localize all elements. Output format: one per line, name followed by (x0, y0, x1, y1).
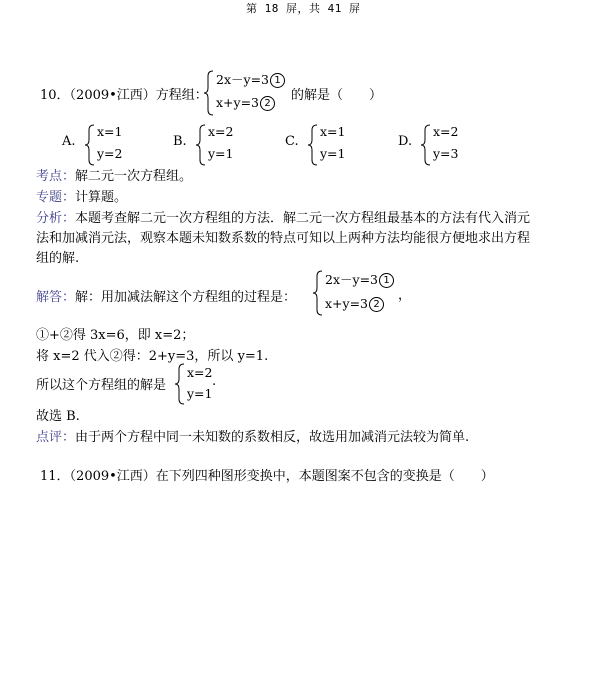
kaodian-label: 考点： (36, 169, 76, 184)
option-line2: y=2 (97, 146, 123, 161)
option-line1: x=1 (97, 124, 123, 139)
jieda-comma: ， (398, 288, 412, 303)
zhuanti-line: 专题：计算题。 (36, 190, 128, 205)
option-line1: x=2 (433, 124, 459, 139)
circled-number: 2 (369, 297, 384, 312)
left-brace-icon (204, 70, 214, 116)
option-line2: y=1 (208, 146, 234, 161)
jieda-label: 解答： (36, 290, 76, 305)
solution-step3-prefix: 所以这个方程组的解是 (36, 378, 167, 393)
left-brace-icon (196, 124, 206, 166)
dianping-line: 点评：由于两个方程中同一未知数的系数相反，故选用加减消元法较为简单. (36, 430, 470, 445)
left-brace-icon (175, 363, 185, 405)
jieda-sys-eq2: x+y=3 2 (325, 296, 384, 312)
left-brace-icon (308, 124, 318, 166)
page-indicator: 第 18 屏，共 41 屏 (246, 2, 361, 15)
solution-step1: ①+②得 3x=6，即 x=2； (36, 328, 195, 343)
q10-sys-eq2: x+y=3 2 (216, 95, 275, 111)
option-letter: D. (398, 134, 413, 149)
jieda-sys-eq1: 2x－y=3 1 (325, 270, 394, 288)
fenxi-label: 分析： (36, 211, 76, 226)
option-line1: x=2 (208, 124, 234, 139)
choose-answer: 故选 B. (36, 409, 80, 424)
option-line2: y=1 (320, 146, 346, 161)
option-letter: A. (62, 134, 76, 149)
circled-number: 2 (260, 96, 275, 111)
fenxi-line2: 法和加减消元法，观察本题未知数系数的特点可知以上两种方法均能很方便地求出方程 (36, 231, 531, 246)
q11-stem: 11．（2009•江西）在下列四种图形变换中，本题图案不包含的变换是（ ） (40, 469, 494, 484)
jieda-line: 解答：解：用加减法解这个方程组的过程是： (36, 290, 297, 305)
circled-number: 1 (270, 73, 285, 88)
fenxi-line3: 组的解. (36, 251, 80, 266)
result-eq2: y=1 (187, 386, 213, 401)
q10-stem-prefix: 10．（2009•江西）方程组： (40, 88, 208, 103)
option-line2: y=3 (433, 146, 459, 161)
fenxi-line1: 分析：本题考查解二元一次方程组的方法．解二元一次方程组最基本的方法有代入消元 (36, 211, 531, 226)
solution-step3-suffix: . (212, 374, 217, 389)
solution-step2: 将 x=2 代入②得：2+y=3，所以 y=1. (36, 349, 269, 364)
q10-sys-eq1: 2x－y=3 1 (216, 70, 285, 88)
circled-number: 1 (379, 273, 394, 288)
dianping-label: 点评： (36, 430, 76, 445)
option-line1: x=1 (320, 124, 346, 139)
option-letter: B. (173, 134, 187, 149)
zhuanti-label: 专题： (36, 190, 76, 205)
result-eq1: x=2 (187, 365, 213, 380)
left-brace-icon (313, 270, 323, 316)
left-brace-icon (85, 124, 95, 166)
q10-stem-suffix: 的解是（ ） (291, 88, 383, 103)
left-brace-icon (421, 124, 431, 166)
option-letter: C. (285, 134, 299, 149)
kaodian-line: 考点：解二元一次方程组。 (36, 169, 193, 184)
